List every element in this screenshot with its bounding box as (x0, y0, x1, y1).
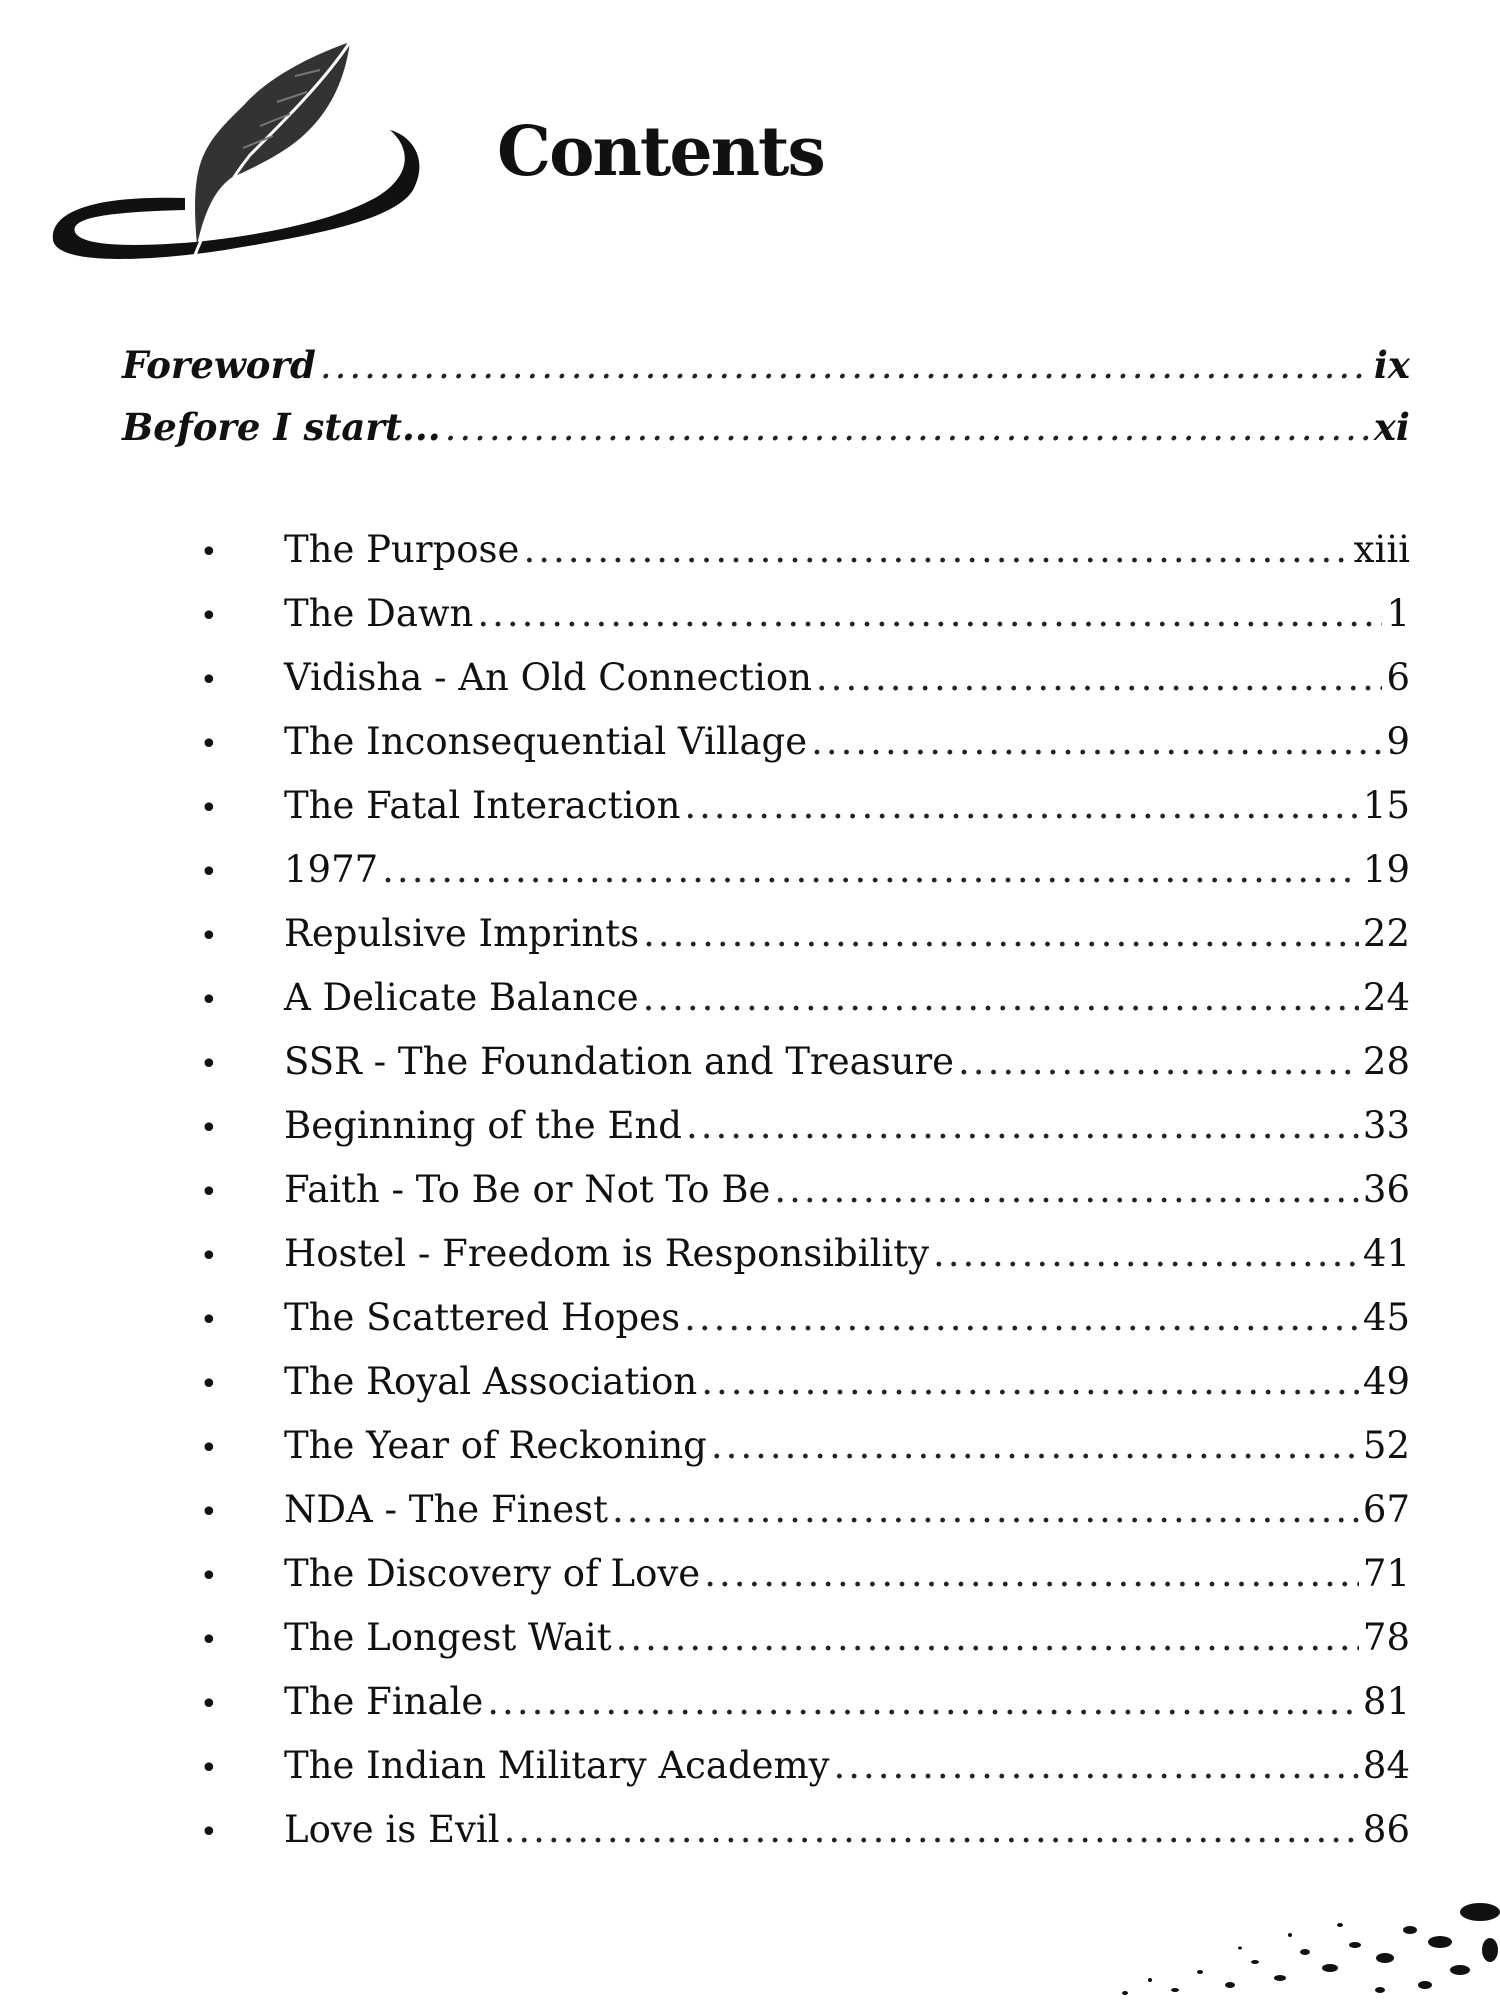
toc-chapter-item[interactable] (200, 784, 1410, 827)
toc-chapter-item[interactable] (200, 592, 1410, 635)
dot-leader (523, 528, 1349, 571)
toc-label: The Year of Reckoning (284, 1424, 707, 1467)
toc-chapter-item[interactable] (200, 1168, 1410, 1211)
toc-label: A Delicate Balance (284, 976, 639, 1019)
toc-chapter-item[interactable] (200, 1232, 1410, 1275)
bullet-icon: • (200, 1431, 218, 1466)
toc-page-number: 52 (1362, 1424, 1410, 1467)
toc-label: The Discovery of Love (284, 1552, 701, 1595)
dot-leader (811, 720, 1382, 763)
dot-leader (816, 656, 1383, 699)
dot-leader (445, 406, 1370, 449)
ink-splatter-icon (1080, 1890, 1500, 2000)
toc-page-number: xi (1373, 405, 1410, 449)
dot-leader (612, 1488, 1359, 1531)
toc-label: Repulsive Imprints (284, 912, 640, 955)
bullet-icon: • (200, 1303, 218, 1338)
toc-chapter-item[interactable] (200, 1104, 1410, 1147)
bullet-icon: • (200, 1175, 218, 1210)
toc-page-number: ix (1373, 343, 1410, 387)
toc-label: Faith - To Be or Not To Be (284, 1168, 771, 1211)
toc-page-number: 49 (1362, 1360, 1410, 1403)
toc-page-number: 6 (1386, 656, 1410, 699)
toc-label: Vidisha - An Old Connection (284, 656, 812, 699)
toc-label: 1977 (284, 848, 379, 891)
dot-leader (643, 976, 1359, 1019)
toc-label: The Royal Association (284, 1360, 698, 1403)
dot-leader (701, 1360, 1359, 1403)
toc-label: The Finale (284, 1680, 484, 1723)
toc-page-number: 24 (1362, 976, 1410, 1019)
toc-chapter-item[interactable] (200, 1680, 1410, 1723)
bullet-icon: • (200, 535, 218, 570)
toc-label: Before I start... (122, 405, 441, 449)
toc-page-number: xiii (1353, 528, 1410, 571)
dot-leader (320, 344, 1370, 387)
toc-chapter-item[interactable] (200, 1552, 1410, 1595)
bullet-icon: • (200, 599, 218, 634)
toc-page-number: 67 (1362, 1488, 1410, 1531)
toc-label: Love is Evil (284, 1808, 500, 1851)
dot-leader (684, 784, 1359, 827)
toc-page-number: 45 (1362, 1296, 1410, 1339)
dot-leader (686, 1104, 1359, 1147)
dot-leader (504, 1808, 1359, 1851)
toc-front-item[interactable] (122, 405, 1410, 449)
toc-page-number: 28 (1362, 1040, 1410, 1083)
bullet-icon: • (200, 1047, 218, 1082)
feather-quill-icon (45, 40, 425, 265)
dot-leader (382, 848, 1359, 891)
bullet-icon: • (200, 1495, 218, 1530)
toc-page-number: 1 (1386, 592, 1410, 635)
dot-leader (616, 1616, 1359, 1659)
bullet-icon: • (200, 1815, 218, 1850)
toc-chapter-item[interactable] (200, 1424, 1410, 1467)
toc-label: SSR - The Foundation and Treasure (284, 1040, 955, 1083)
toc-page-number: 19 (1362, 848, 1410, 891)
dot-leader (487, 1680, 1359, 1723)
toc-page-number: 41 (1362, 1232, 1410, 1275)
dot-leader (684, 1296, 1359, 1339)
toc-front-item[interactable] (122, 343, 1410, 387)
toc-page-number: 78 (1362, 1616, 1410, 1659)
toc-label: The Dawn (284, 592, 474, 635)
toc-chapter-item[interactable] (200, 912, 1410, 955)
toc-page-number: 36 (1362, 1168, 1410, 1211)
toc-label: Foreword (122, 343, 316, 387)
toc-page-number: 33 (1362, 1104, 1410, 1147)
toc-page-number: 9 (1386, 720, 1410, 763)
dot-leader (933, 1232, 1359, 1275)
toc-page-number: 71 (1362, 1552, 1410, 1595)
toc-page-number: 22 (1362, 912, 1410, 955)
toc-label: The Fatal Interaction (284, 784, 681, 827)
toc-page-number: 15 (1362, 784, 1410, 827)
toc-page-number: 84 (1362, 1744, 1410, 1787)
toc-chapter-item[interactable] (200, 1360, 1410, 1403)
dot-leader (643, 912, 1359, 955)
bullet-icon: • (200, 727, 218, 762)
toc-chapter-item[interactable] (200, 656, 1410, 699)
toc-chapter-item[interactable] (200, 1616, 1410, 1659)
page-title: Contents (497, 112, 824, 192)
toc-label: NDA - The Finest (284, 1488, 609, 1531)
bullet-icon: • (200, 1751, 218, 1786)
toc-label: Beginning of the End (284, 1104, 682, 1147)
bullet-icon: • (200, 1559, 218, 1594)
toc-label: The Purpose (284, 528, 520, 571)
toc-label: The Scattered Hopes (284, 1296, 681, 1339)
toc-chapter-item[interactable] (200, 528, 1410, 571)
bullet-icon: • (200, 919, 218, 954)
toc-chapter-item[interactable] (200, 1808, 1410, 1851)
toc-chapter-item[interactable] (200, 1040, 1410, 1083)
toc-label: The Longest Wait (284, 1616, 612, 1659)
dot-leader (477, 592, 1382, 635)
bullet-icon: • (200, 1367, 218, 1402)
bullet-icon: • (200, 1687, 218, 1722)
dot-leader (711, 1424, 1359, 1467)
toc-label: Hostel - Freedom is Responsibility (284, 1232, 930, 1275)
toc-label: The Inconsequential Village (284, 720, 808, 763)
bullet-icon: • (200, 791, 218, 826)
dot-leader (704, 1552, 1359, 1595)
dot-leader (774, 1168, 1359, 1211)
toc-chapter-item[interactable] (200, 1296, 1410, 1339)
bullet-icon: • (200, 1623, 218, 1658)
toc-label: The Indian Military Academy (284, 1744, 830, 1787)
toc-page-number: 81 (1362, 1680, 1410, 1723)
toc-chapter-item[interactable] (200, 848, 1410, 891)
toc-chapter-item[interactable] (200, 720, 1410, 763)
toc-page-number: 86 (1362, 1808, 1410, 1851)
toc-chapter-item[interactable] (200, 1744, 1410, 1787)
dot-leader (834, 1744, 1359, 1787)
toc-chapter-item[interactable] (200, 1488, 1410, 1531)
toc-chapter-item[interactable] (200, 976, 1410, 1019)
bullet-icon: • (200, 1239, 218, 1274)
bullet-icon: • (200, 983, 218, 1018)
bullet-icon: • (200, 855, 218, 890)
bullet-icon: • (200, 663, 218, 698)
dot-leader (958, 1040, 1359, 1083)
bullet-icon: • (200, 1111, 218, 1146)
